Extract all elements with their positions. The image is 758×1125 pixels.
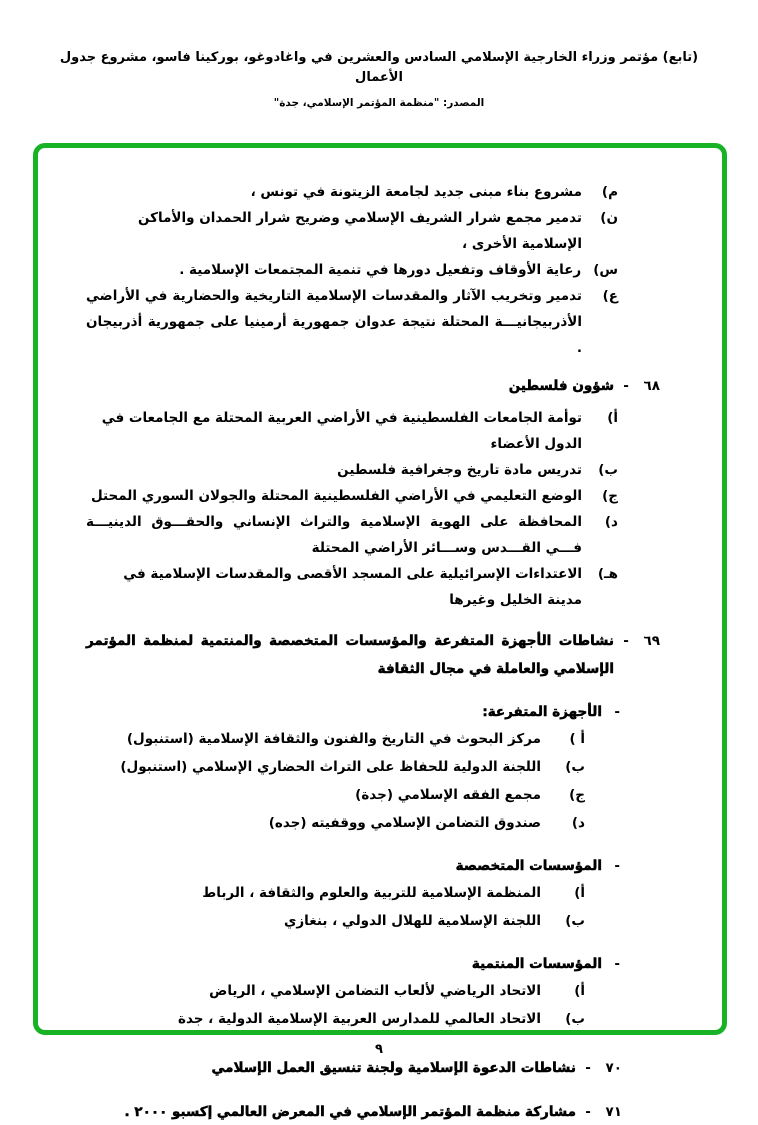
list-item xyxy=(86,457,660,483)
list-item xyxy=(86,283,660,361)
group-items xyxy=(86,879,660,935)
list-item xyxy=(86,725,660,753)
item-text: الاتحاد العالمي للمدارس العربية الإسلامية الدولية ، جدة xyxy=(177,1011,541,1027)
list-item xyxy=(86,907,660,935)
item-marker: أ) xyxy=(607,410,618,426)
group-title: الأجهزة المتفرعة: xyxy=(482,704,602,720)
list-item xyxy=(86,509,660,561)
section-title: مشاركة منظمة المؤتمر الإسلامي في المعرض العالمي إكسبو ٢٠٠٠ . xyxy=(124,1104,576,1120)
section-70-heading xyxy=(86,1055,660,1081)
section-69-heading xyxy=(86,627,660,683)
section-number: ٦٩ xyxy=(643,633,660,649)
item-text: تدريس مادة تاريخ وجغرافية فلسطين xyxy=(337,462,582,478)
section-dash: - xyxy=(623,633,629,649)
item-marker: ج) xyxy=(602,488,618,504)
item-marker: د) xyxy=(571,815,585,831)
group-dash: - xyxy=(614,956,620,972)
item-text: الوضع التعليمي في الأراضي الفلسطينية المحتلة والجولان السوري المحتل xyxy=(90,488,582,504)
document-source: المصدر: "منظمة المؤتمر الإسلامي، جدة" xyxy=(273,97,485,109)
item-marker: ن) xyxy=(600,210,618,226)
list-item xyxy=(86,257,660,283)
item-marker: ب) xyxy=(565,1011,585,1027)
group-items xyxy=(86,725,660,837)
item-text: المنظمة الإسلامية للتربية والعلوم والثقافة ، الرباط xyxy=(202,885,541,901)
item-text: توأمة الجامعات الفلسطينية في الأراضي العربية المحتلة مع الجامعات في الدول الأعضاء xyxy=(101,410,582,452)
item-marker: أ) xyxy=(574,983,585,999)
item-text: صندوق التضامن الإسلامي ووقفيته (جده) xyxy=(268,815,541,831)
list-item xyxy=(86,809,660,837)
group-items xyxy=(86,977,660,1033)
group-heading-organs xyxy=(86,699,660,725)
section-dash: - xyxy=(585,1104,591,1120)
item-text: مجمع الفقه الإسلامي (جدة) xyxy=(355,787,541,803)
group-title: المؤسسات المنتمية xyxy=(471,956,602,972)
document-title: (تابع) مؤتمر وزراء الخارجية الإسلامي السادس والعشرين في واغادوغو، بوركينا فاسو، مشروع جدول الأعمال xyxy=(59,50,699,85)
page-number: ٩ xyxy=(375,1042,383,1057)
section-number: ٧١ xyxy=(605,1104,622,1120)
group-dash: - xyxy=(614,704,620,720)
group-heading-affiliated xyxy=(86,951,660,977)
list-item xyxy=(86,179,660,205)
list-item xyxy=(86,561,660,613)
list-item xyxy=(86,781,660,809)
section-title: شؤون فلسطين xyxy=(508,378,614,394)
section-number: ٧٠ xyxy=(605,1060,622,1076)
list-item xyxy=(86,879,660,907)
item-marker: س) xyxy=(593,262,618,278)
item-text: تدمير مجمع شرار الشريف الإسلامي وضريح شرار الحمدان والأماكن الإسلامية الأخرى ، xyxy=(138,210,582,252)
section-title: نشاطات الدعوة الإسلامية ولجنة تنسيق العمل الإسلامي xyxy=(211,1060,576,1076)
list-item xyxy=(86,483,660,509)
group-heading-specialized xyxy=(86,853,660,879)
section-68-heading xyxy=(86,373,660,399)
list-item xyxy=(86,205,660,257)
agenda-content xyxy=(38,148,722,1125)
agenda-border-box xyxy=(33,143,727,1120)
document-header xyxy=(40,48,718,109)
item-text: مركز البحوث في التاريخ والفنون والثقافة الإسلامية (استنبول) xyxy=(126,731,541,747)
section-dash: - xyxy=(623,378,629,394)
list-item xyxy=(86,753,660,781)
item-marker: ب) xyxy=(598,462,618,478)
item-marker: ب) xyxy=(565,913,585,929)
item-marker: أ) xyxy=(574,885,585,901)
item-text: تدمير وتخريب الآثار والمقدسات الإسلامية التاريخية والحضارية في الأراضي الأذربيجانيـــة المحتلة نتيجة عدوان جمهورية أرمينيا على جمهورية أذربيجان . xyxy=(86,288,582,356)
item-text: اللجنة الإسلامية للهلال الدولي ، بنغازي xyxy=(283,913,541,929)
item-marker: ب) xyxy=(565,759,585,775)
item-text: الاتحاد الرياضي لألعاب التضامن الإسلامي ، الرياض xyxy=(209,983,541,999)
item-marker: ج) xyxy=(569,787,585,803)
item-marker: د) xyxy=(604,514,618,530)
group-title: المؤسسات المتخصصة xyxy=(455,858,602,874)
item-marker: أ ) xyxy=(569,731,585,747)
section-title: نشاطات الأجهزة المتفرعة والمؤسسات المتخصصة والمنتمية لمنظمة المؤتمر الإسلامي والعاملة في مجال الثقافة xyxy=(86,633,614,677)
item-text: اللجنة الدولية للحفاظ على التراث الحضاري الإسلامي (استنبول) xyxy=(120,759,541,775)
section-dash: - xyxy=(585,1060,591,1076)
list-item xyxy=(86,1005,660,1033)
item-text: رعاية الأوقاف وتفعيل دورها في تنمية المجتمعات الإسلامية . xyxy=(179,262,582,278)
list-item xyxy=(86,977,660,1005)
item-marker: م) xyxy=(601,184,618,200)
item-text: مشروع بناء مبنى جديد لجامعة الزيتونة في تونس ، xyxy=(250,184,582,200)
section-68-items xyxy=(86,405,660,613)
item-marker: ع) xyxy=(602,288,618,304)
item-marker: هـ) xyxy=(597,566,618,582)
item-text: المحافظة على الهوية الإسلامية والتراث الإنساني والحقـــوق الدينيـــة فـــي القـــدس وســـائر الأراضي المحتلة xyxy=(86,514,582,556)
section-71-heading xyxy=(86,1099,660,1125)
group-dash: - xyxy=(614,858,620,874)
item-text: الاعتداءات الإسرائيلية على المسجد الأقصى والمقدسات الإسلامية في مدينة الخليل وغيرها xyxy=(123,566,582,608)
section-number: ٦٨ xyxy=(643,378,660,394)
list-item xyxy=(86,405,660,457)
